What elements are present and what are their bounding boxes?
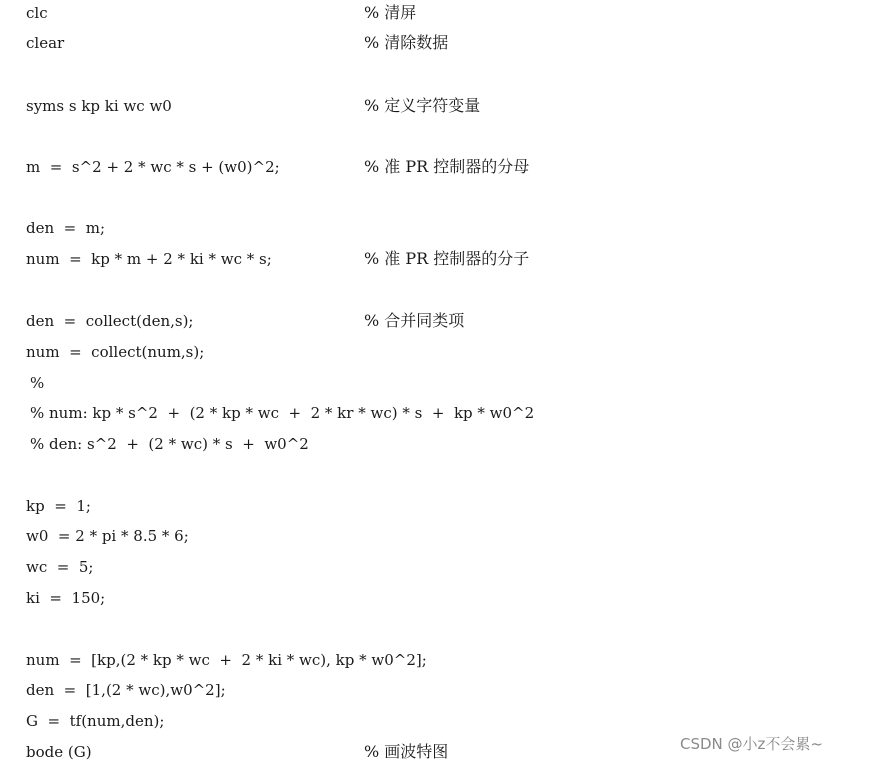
code-line-tf: G = tf(num,den); [26,712,165,730]
code-line-syms: syms s kp ki wc w0 [26,97,172,115]
code-line-clc: clc [26,4,48,22]
code-line-num-comment: % num: kp * s^2 + (2 * kp * wc + 2 * kr * wc) * s + kp * w0^2 [30,404,535,422]
comment-numerator: % 准 PR 控制器的分子 [364,249,530,268]
comment-define-symbols: % 定义字符变量 [364,96,481,115]
comment-denominator: % 准 PR 控制器的分母 [364,157,530,176]
comment-combine-terms: % 合并同类项 [364,311,465,330]
code-line-bode: bode (G) [26,743,92,761]
code-line-m: m = s^2 + 2 * wc * s + (w0)^2; [26,158,280,176]
code-line-num: num = kp * m + 2 * ki * wc * s; [26,250,272,268]
code-line-num-collect: num = collect(num,s); [26,343,205,361]
code-line-den-array: den = [1,(2 * wc),w0^2]; [26,681,226,699]
code-line-clear: clear [26,34,65,52]
csdn-watermark: CSDN @小z不会累~ [680,735,823,753]
code-line-kp: kp = 1; [26,497,91,515]
code-line-percent: % [30,374,45,392]
code-line-den-m: den = m; [26,219,106,237]
code-line-den-comment: % den: s^2 + (2 * wc) * s + w0^2 [30,435,309,453]
code-line-ki: ki = 150; [26,589,106,607]
code-line-num-array: num = [kp,(2 * kp * wc + 2 * ki * wc), kp * w0^2]; [26,651,427,669]
comment-clear-screen: % 清屏 [364,3,417,22]
comment-bode-plot: % 画波特图 [364,742,449,761]
comment-clear-data: % 清除数据 [364,33,449,52]
code-line-w0: w0 = 2 * pi * 8.5 * 6; [26,527,189,545]
code-line-den-collect: den = collect(den,s); [26,312,194,330]
code-line-wc: wc = 5; [26,558,94,576]
